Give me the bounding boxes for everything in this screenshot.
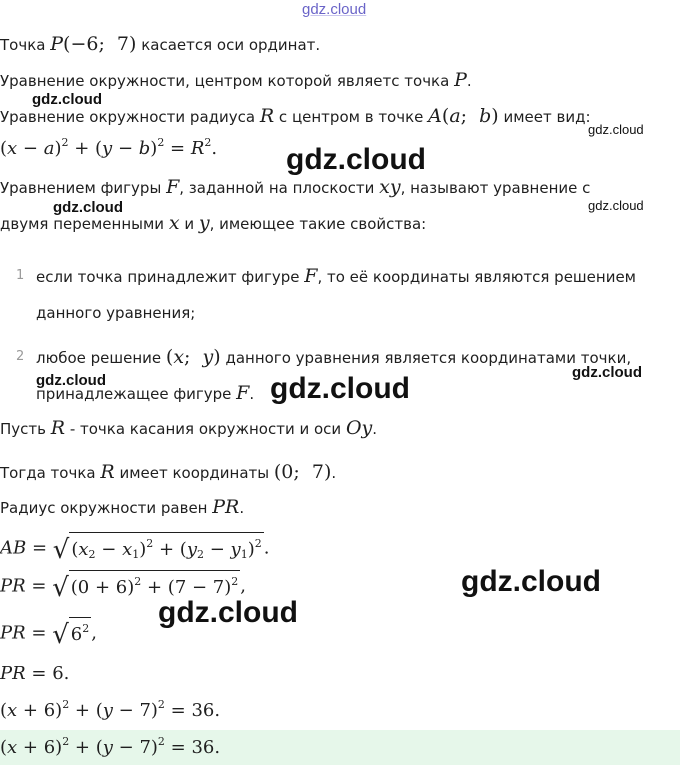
watermark-top[interactable]: gdz.cloud: [302, 1, 367, 18]
formula-distance: AB = √ $(x_2 - x_1)^2 + (y_2 - y_1)^2$ .: [0, 532, 269, 565]
math-f: F: [236, 382, 250, 404]
text: Уравнением фигуры: [0, 179, 167, 197]
formula-result: $(x + 6)^2 + (y - 7)^2 = 36$.: [0, 698, 221, 721]
math-r: R: [50, 417, 66, 439]
text: принадлежащее фигуре: [36, 385, 237, 403]
paragraph-circle-def: [0, 105, 591, 128]
watermark: gdz.cloud: [286, 143, 426, 176]
formula-pr-sqrt: PR = √ $(0 + 6)^2 + (7 - 7)^2$ ,: [0, 570, 246, 603]
math-r: R: [100, 461, 115, 483]
paragraph-tangent-point: [0, 417, 377, 440]
watermark: gdz.cloud: [36, 372, 106, 389]
paragraph-coords: [0, 461, 336, 484]
text: .: [331, 464, 337, 482]
text: Пусть: [0, 420, 51, 438]
paragraph-figure-equation: [0, 176, 590, 199]
text: .: [372, 420, 378, 438]
math-oy: Oy: [345, 417, 373, 439]
math-x: x: [168, 212, 180, 234]
paragraph-center: [0, 69, 472, 92]
list-item-cont: [36, 302, 195, 324]
math-f: F: [304, 265, 318, 287]
text: и: [179, 215, 199, 233]
formula-circle: $(x - a)^2 + (y - b)^2 = R^2$.: [0, 136, 218, 159]
text: .: [239, 499, 245, 517]
math-f: F: [166, 176, 180, 198]
text: двумя переменными: [0, 215, 169, 233]
text: имеет координаты: [114, 464, 274, 482]
text: Уравнение окружности, центром которой являетс точка: [0, 72, 455, 90]
math-xy-pair: (x; y): [165, 346, 221, 368]
watermark: gdz.cloud: [53, 199, 123, 216]
math-r: R: [259, 105, 275, 127]
list-number: 2: [16, 349, 25, 364]
list-item: [36, 346, 631, 369]
text: Уравнение окружности радиуса: [0, 108, 260, 126]
text: , называют уравнение с: [400, 179, 591, 197]
watermark: gdz.cloud: [588, 122, 644, 137]
math-coords: (0; 7): [273, 461, 332, 483]
math-y: y: [198, 212, 210, 234]
text: Точка: [0, 36, 51, 54]
text: любое решение: [36, 349, 166, 367]
watermark: gdz.cloud: [158, 596, 298, 629]
text: если точка принадлежит фигуре: [36, 268, 305, 286]
text: .: [466, 72, 472, 90]
text: Радиус окружности равен: [0, 499, 213, 517]
text: .: [249, 385, 255, 403]
text: Тогда точка: [0, 464, 101, 482]
text: данного уравнения;: [36, 304, 196, 322]
watermark: gdz.cloud: [270, 372, 410, 405]
text: , то её координаты являются решением: [317, 268, 636, 286]
list-item-cont: [36, 382, 254, 405]
math-pr: PR: [212, 496, 240, 518]
math-p: P: [454, 69, 467, 91]
watermark: gdz.cloud: [572, 364, 642, 381]
paragraph-figure-equation-2: [0, 212, 426, 235]
text: , заданной на плоскости: [179, 179, 380, 197]
list-number: 1: [16, 268, 25, 283]
formula-answer: $(x + 6)^2 + (y - 7)^2 = 36$.: [0, 735, 221, 758]
watermark: gdz.cloud: [461, 565, 601, 598]
list-item: [36, 265, 636, 288]
math-xy: xy: [379, 176, 401, 198]
text: данного уравнения является координатами точки,: [220, 349, 632, 367]
formula-pr-sqrt6: PR = √ $6^2$ ,: [0, 617, 97, 650]
watermark: gdz.cloud: [588, 198, 644, 213]
text: - точка касания окружности и оси: [65, 420, 346, 438]
text: с центром в точке: [274, 108, 429, 126]
text: касается оси ординат.: [136, 36, 321, 54]
text: , имеющее такие свойства:: [209, 215, 427, 233]
paragraph-point-p: [0, 33, 320, 56]
math-point-p: P(−6; 7): [50, 33, 137, 55]
text: имеет вид:: [498, 108, 591, 126]
math-a: A(a; b): [428, 105, 499, 127]
formula-pr-6: PR = 6.: [0, 663, 70, 684]
watermark: gdz.cloud: [32, 91, 102, 108]
paragraph-radius: [0, 496, 244, 519]
